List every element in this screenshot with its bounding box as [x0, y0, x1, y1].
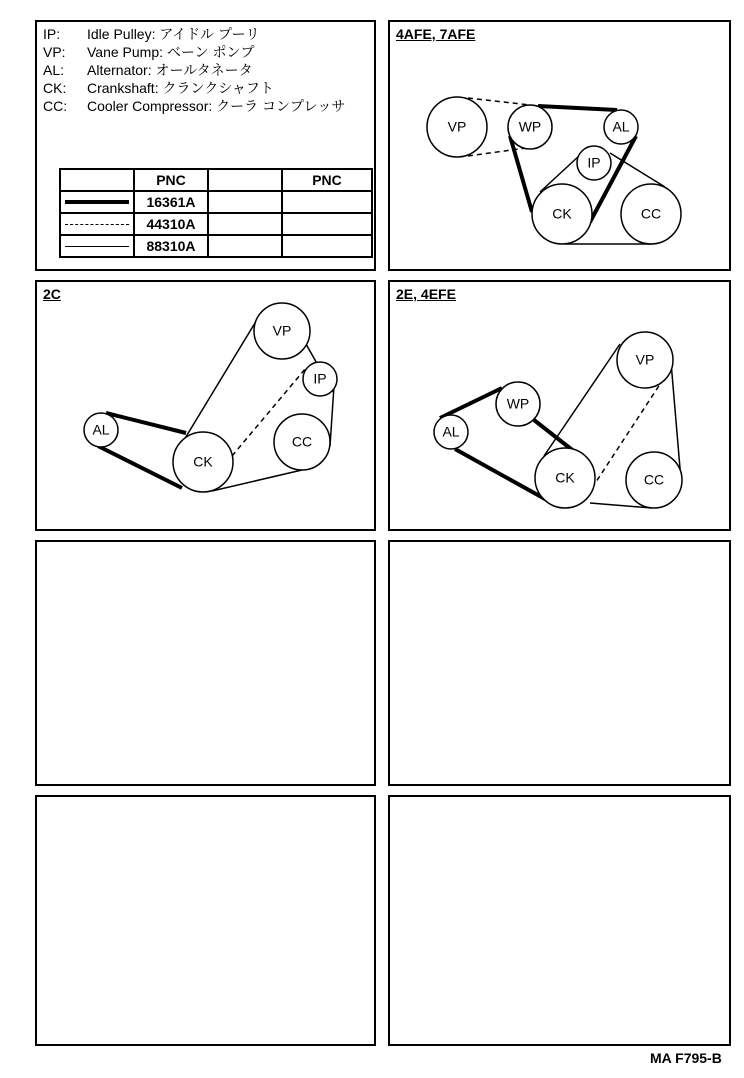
label-al: AL	[92, 421, 110, 438]
label-ip: IP	[587, 154, 601, 171]
diagram-4afe	[427, 97, 681, 244]
pnc-cell: 16361A	[134, 191, 208, 213]
diagram-2c	[84, 303, 337, 492]
pnc-cell: 88310A	[134, 235, 208, 257]
legend-code: IP:	[43, 26, 61, 42]
diagram-2e	[434, 332, 682, 508]
legend-code: CK:	[43, 80, 67, 96]
document-code: MA F795-B	[650, 1050, 722, 1066]
belt-thick	[538, 106, 617, 110]
legend-text: Idle Pulley: アイドル プーリ	[87, 26, 260, 42]
legend-text: Alternator: オールタネータ	[87, 62, 253, 78]
label-vp: VP	[447, 118, 467, 135]
legend-text: Vane Pump: ベーン ポンプ	[87, 44, 255, 60]
belt-thin	[184, 318, 258, 440]
label-ck: CK	[555, 469, 575, 486]
legend-code: CC:	[43, 98, 68, 114]
legend-code: VP:	[43, 44, 66, 60]
label-cc: CC	[640, 205, 662, 222]
panel-title: 4AFE, 7AFE	[396, 26, 476, 42]
label-cc: CC	[291, 433, 313, 450]
legend-code: AL:	[43, 62, 65, 78]
label-vp: VP	[272, 322, 292, 339]
belt-thin	[330, 386, 334, 446]
header-pnc: PNC	[134, 169, 208, 191]
belt-thick	[440, 388, 502, 418]
pnc-cell: 44310A	[134, 213, 208, 235]
label-ip: IP	[313, 370, 327, 387]
belt-thick	[98, 446, 182, 488]
header-pnc: PNC	[282, 169, 372, 191]
panel-title: 2E, 4EFE	[396, 286, 456, 302]
label-cc: CC	[643, 471, 665, 488]
label-al: AL	[442, 423, 460, 440]
label-al: AL	[612, 118, 630, 135]
panel-title: 2C	[43, 286, 61, 302]
legend-text: Crankshaft: クランクシャフト	[87, 80, 274, 96]
belt-thin	[544, 344, 620, 456]
legend-text: Cooler Compressor: クーラ コンプレッサ	[87, 98, 346, 114]
label-wp: WP	[518, 118, 542, 135]
label-ck: CK	[552, 205, 572, 222]
belt-thick	[455, 449, 545, 499]
label-vp: VP	[635, 351, 655, 368]
label-ck: CK	[193, 453, 213, 470]
label-wp: WP	[506, 395, 530, 412]
